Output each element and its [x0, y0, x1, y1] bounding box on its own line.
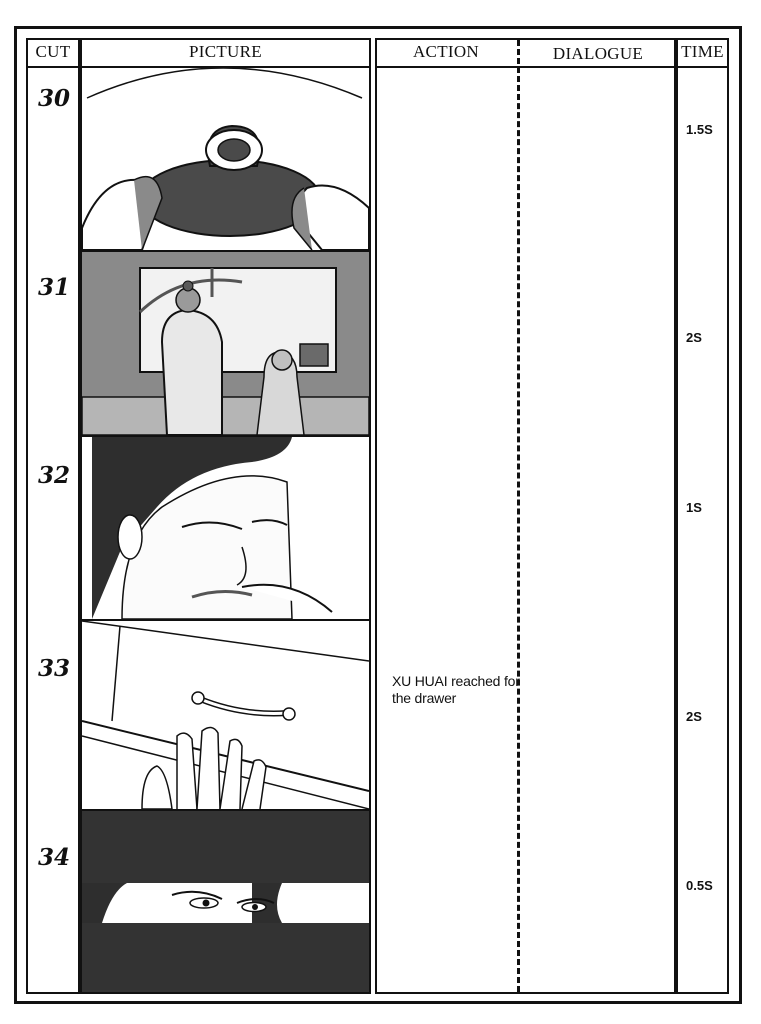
- cut-number: 31: [38, 274, 71, 301]
- cut-number: 34: [38, 844, 71, 871]
- cut-number: 33: [38, 655, 71, 682]
- cut-time: 0.5S: [686, 878, 713, 893]
- time-column-box: [676, 38, 729, 994]
- cut-number: 32: [38, 462, 71, 489]
- panel-34-eyes: [82, 811, 369, 992]
- cut-time: 1.5S: [686, 122, 713, 137]
- action-dialogue-divider: [517, 40, 520, 992]
- panel-divider: [80, 619, 371, 621]
- header-time: TIME: [681, 42, 724, 61]
- action-text: XU HUAI reached for the drawer: [392, 673, 520, 706]
- panel-30-teapot-lid: [82, 68, 369, 250]
- header-dialogue: DIALOGUE: [552, 44, 644, 63]
- panel-divider: [80, 250, 371, 252]
- panel-divider: [80, 809, 371, 811]
- panel-31-window-scene: [82, 252, 369, 435]
- panel-32-face-closeup: [82, 437, 369, 619]
- cut-time: 2S: [686, 330, 702, 345]
- cut-number: 30: [38, 85, 71, 112]
- cut-time: 2S: [686, 709, 702, 724]
- header-picture: PICTURE: [189, 42, 262, 61]
- panel-33-drawer: [82, 621, 369, 809]
- panel-divider: [80, 435, 371, 437]
- header-action: ACTION: [412, 42, 479, 61]
- cut-time: 1S: [686, 500, 702, 515]
- action-dialogue-column-box: [375, 38, 676, 994]
- header-cut: CUT: [35, 42, 71, 61]
